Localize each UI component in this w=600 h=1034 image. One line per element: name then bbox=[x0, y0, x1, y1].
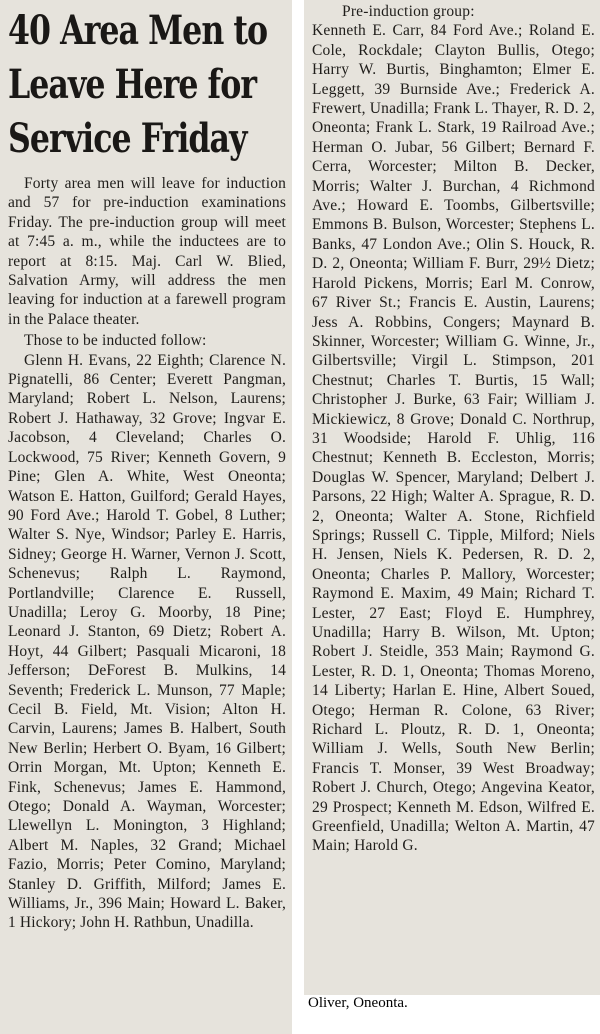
intro-paragraph: Forty area men will leave for induction and 57 for pre-induction examinations Friday. The pre-induction group will meet at 7:45 a. m., while the inductees are to report at 8:15. Maj. Carl W. Blied, Salvation Army, will address the men leaving for induction at a farewell program in the Palace theater. bbox=[8, 175, 286, 328]
right-clipping bbox=[304, 0, 600, 995]
continuation-text: Oliver, Oneonta. bbox=[308, 995, 408, 1011]
left-clipping bbox=[0, 0, 292, 1034]
inducted-list: Glenn H. Evans, 22 Eighth; Clarence N. Pignatelli, 86 Center; Everett Pangman, Maryland; Robert L. Nelson, Laurens; Robert J. Hathaway, 32 Grove; Ingvar E. Jacobson, 4 Cleveland; Charles O. Lockwood, 75 River; Kenneth Govern, 9 Pine; Glen A. White, West Oneonta; Watson E. Hatton, Guilford; Gerald Hayes, 90 Ford Ave.; Harold T. Gobel, 8 Luther; Walter S. Nye, Windsor; Parley E. Harris, Sidney; George H. Warner, Vernon J. Scott, Schenevus; Ralph L. Raymond, Portlandville; Clarence E. Russell, Unadilla; Leroy G. Moorby, 18 Pine; Leonard J. Stanton, 69 Dietz; Robert A. Hoyt, 44 Gilbert; Pasquali Micaroni, 18 Jefferson; DeForest B. Mulkins, 14 Seventh; Frederick L. Munson, 77 Maple; Cecil B. Field, Mt. Vision; Alton H. Carvin, Laurens; James B. Halbert, South New Berlin; Herbert O. Byam, 16 Gilbert; Orrin Morgan, Mt. Upton; Kenneth E. Fink, Schenevus; James E. Hammond, Otego; Donald A. Wayman, Worcester; Llewellyn L. Monington, 3 Highland; Albert M. Naples, 32 Grand; Michael Fazio, Morris; Peter Comino, Maryland; Stanley D. Griffith, Milford; James E. Williams, Jr., 396 Main; Howard L. Baker, 1 Hickory; John H. Rathbun, Unadilla. bbox=[8, 351, 286, 932]
inducted-heading: Those to be inducted follow: bbox=[24, 332, 207, 350]
preinduction-heading: Pre-induction group: bbox=[342, 3, 475, 20]
preinduction-list: Kenneth E. Carr, 84 Ford Ave.; Roland E. Cole, Rockdale; Clayton Bullis, Otego; Harry W. Burtis, Binghamton; Elmer E. Leggett, 39 Burnside Ave.; Frederick A. Frewert, Unadilla; Frank L. Thayer, R. D. 2, Oneonta; Frank L. Stark, 19 Railroad Ave.; Herman O. Jubar, 56 Gilbert; Bernard F. Cerra, Worcester; Milton B. Decker, Morris; Walter J. Burchan, 4 Richmond Ave.; Howard E. Toombs, Gilbertsville; Emmons B. Bulson, Worcester; Stephens L. Banks, 47 London Ave.; Olin S. Houck, R. D. 2, Oneonta; William F. Burr, 29½ Dietz; Harold Pickens, Morris; Earl M. Conrow, 67 River St.; Francis E. Austin, Laurens; Jess A. Robbins, Congers; Maynard B. Skinner, Worcester; William G. Winne, Jr., Gilbertsville; Virgil L. Stimpson, 201 Chestnut; Charles T. Burtis, 15 Wall; Christopher J. Burke, 63 Fair; William J. Mickiewicz, 8 Grove; Donald C. Northrup, 31 Woodside; Harold F. Uhlig, 116 Chestnut; Kenneth B. Eccleston, Morris; Douglas W. Spencer, Maryland; Delbert J. Parsons, 22 High; Walter A. Sprague, R. D. 2, Oneonta; Walter A. Stone, Richfield Springs; Russell C. Tipple, Milford; Niels H. Jensen, Niels K. Pedersen, R. D. 2, Oneonta; Charles P. Mallory, Worcester; Raymond E. Maxim, 49 Main; Richard T. Lester, 27 East; Floyd E. Humphrey, Unadilla; Harry B. Wilson, Mt. Upton; Robert J. Steidle, 353 Main; Raymond G. Lester, R. D. 1, Oneonta; Thomas Moreno, 14 Liberty; Harlan E. Hine, Albert Soued, Otego; Herman R. Colone, 63 River; Richard L. Ploutz, R. D. 1, Oneonta; William J. Wells, South New Berlin; Francis T. Monser, 39 West Broadway; Robert J. Church, Otego; Angevina Keator, 29 Prospect; Kenneth M. Edson, Wilfred E. Greenfield, Unadilla; Welton A. Martin, 47 Main; Harold G. bbox=[312, 22, 595, 855]
headline: 40 Area Men to Leave Here for Service Friday bbox=[8, 7, 268, 162]
